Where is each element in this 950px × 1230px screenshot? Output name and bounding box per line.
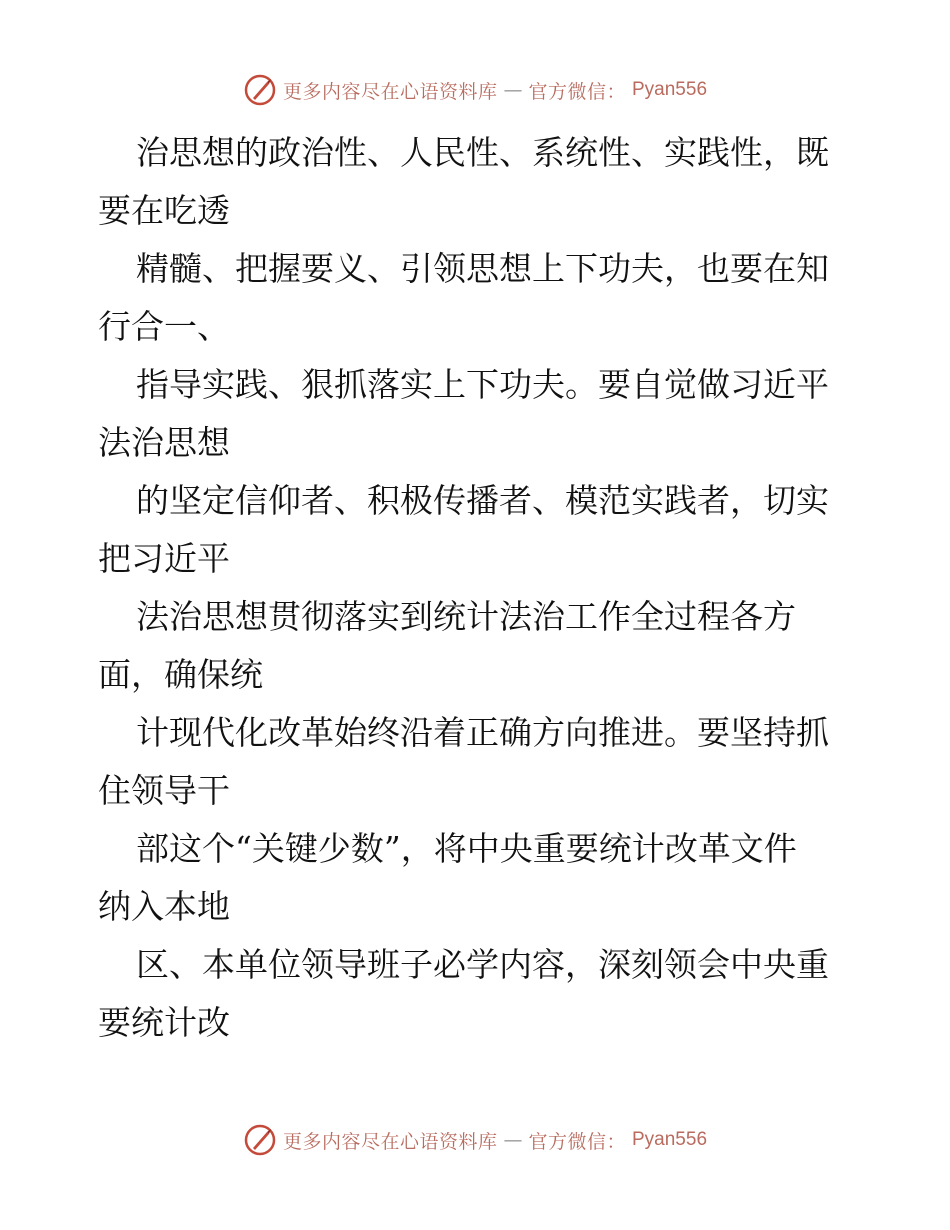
line-lead: 指导实践、狠抓落实上下功夫。要自觉做习近平 [136,365,829,404]
quill-logo-icon [243,73,277,107]
paragraph-line [98,820,858,936]
line-lead: 部这个“关键少数”，将中央重要统计改革文件 [136,829,797,868]
footer-watermark [0,1120,950,1160]
paragraph-line [98,472,858,588]
watermark-wechat-id: Pyan556 [632,1129,708,1150]
watermark-wechat-label: 官方微信： [528,1130,626,1153]
header-watermark [0,70,950,110]
line-tail: 要在吃透 [98,191,230,230]
watermark-site-text: 更多内容尽在心语资料库 [282,1130,498,1153]
line-tail: 面，确保统 [98,655,263,694]
line-lead: 的坚定信仰者、积极传播者、模范实践者，切实 [136,481,829,520]
watermark-wechat-id: Pyan556 [632,79,708,100]
line-lead: 区、本单位领导班子必学内容，深刻领会中央重 [136,945,829,984]
line-lead: 计现代化改革始终沿着正确方向推进。要坚持抓 [136,713,829,752]
paragraph-line [98,588,858,704]
document-body [98,124,858,1052]
paragraph-line [98,124,858,240]
line-tail: 行合一、 [98,307,230,346]
watermark-separator: — [503,1129,523,1151]
line-tail: 把习近平 [98,539,230,578]
line-tail: 要统计改 [98,1003,230,1042]
line-lead: 治思想的政治性、人民性、系统性、实践性，既 [136,133,829,172]
line-tail: 住领导干 [98,771,230,810]
watermark-wechat-label: 官方微信： [528,80,626,103]
line-lead: 法治思想贯彻落实到统计法治工作全过程各方 [136,597,796,636]
line-tail: 法治思想 [98,423,230,462]
paragraph-line [98,356,858,472]
line-lead: 精髓、把握要义、引领思想上下功夫，也要在知 [136,249,829,288]
paragraph-line [98,936,858,1052]
watermark-site-text: 更多内容尽在心语资料库 [282,80,498,103]
watermark-separator: — [503,79,523,101]
line-tail: 纳入本地 [98,887,230,926]
paragraph-line [98,240,858,356]
paragraph-line [98,704,858,820]
quill-logo-icon [243,1123,277,1157]
